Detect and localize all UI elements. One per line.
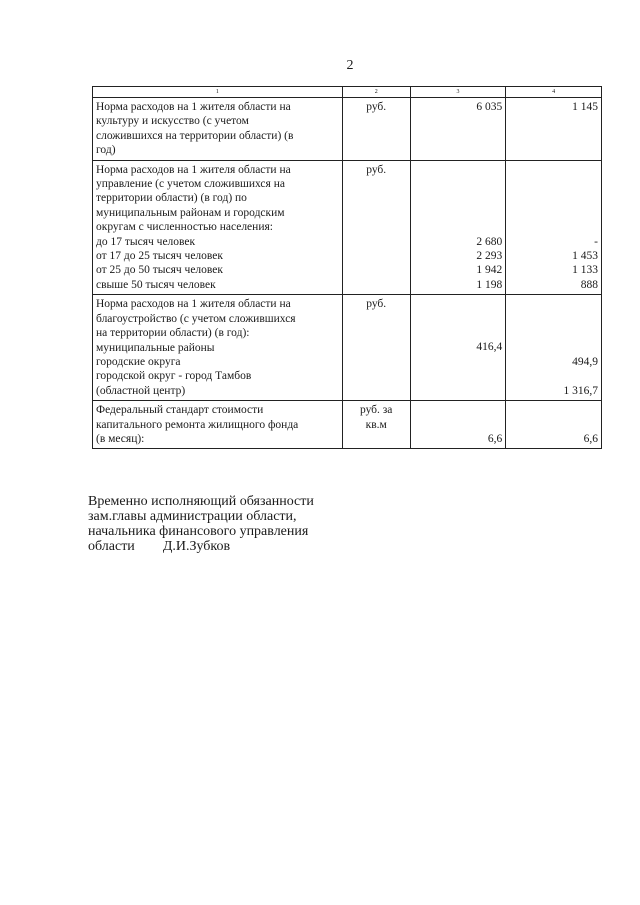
cell-line: капитального ремонта жилищного фонда (96, 418, 299, 431)
cell-line (509, 403, 598, 417)
cell-line: Норма расходов на 1 жителя области на (96, 163, 291, 176)
cell-line (414, 163, 503, 177)
cell-line: городской округ - город Тамбов (96, 370, 252, 383)
cell-line: руб. (366, 298, 387, 311)
column-number-3: 3 (410, 87, 506, 98)
cell-line (509, 163, 598, 177)
row-label-cell (93, 98, 343, 161)
cell-line (414, 369, 503, 383)
cell-line: культуру и искусство (с учетом (96, 115, 249, 128)
row-label-cell (93, 401, 343, 449)
cell-line (414, 220, 503, 234)
column-number-2: 2 (342, 87, 410, 98)
cell-line: управление (с учетом сложившихся на (96, 178, 285, 191)
table-header-row (93, 87, 602, 98)
cell-line: территории области) (в год) по (96, 192, 247, 205)
cell-line: городские округа (96, 355, 181, 368)
unit-cell (342, 160, 410, 295)
table-row (93, 401, 602, 449)
cell-line: 1 133 (572, 264, 598, 277)
value-col3-cell (410, 160, 506, 295)
cell-line (414, 355, 503, 369)
table-row (93, 160, 602, 295)
value-col4-cell (506, 401, 602, 449)
value-col4-cell (506, 295, 602, 401)
cell-line: от 17 до 25 тысяч человек (96, 250, 223, 263)
cell-line: до 17 тысяч человек (96, 235, 196, 248)
cell-line (414, 206, 503, 220)
cell-line: - (594, 235, 598, 248)
cell-line (414, 418, 503, 432)
cell-line (414, 312, 503, 326)
cell-line: 1 145 (572, 101, 598, 113)
cell-line (509, 177, 598, 191)
cell-line (414, 326, 503, 340)
signature-region-word: области (88, 539, 135, 554)
value-col3-cell (410, 401, 506, 449)
cell-line: 2 680 (476, 235, 503, 248)
table-row (93, 295, 602, 401)
cell-line: руб. за (359, 404, 393, 417)
cell-line: 6,6 (487, 432, 503, 445)
table-row (93, 98, 602, 161)
signatory-name: Д.И.Зубков (162, 539, 231, 554)
cell-line: на территории области) (в год): (96, 327, 250, 340)
cell-line: муниципальным районам и городским (96, 206, 285, 219)
cell-line (509, 326, 598, 340)
cell-line: (в месяц): (96, 432, 145, 445)
value-col4-cell (506, 160, 602, 295)
cell-line: 1 316,7 (563, 384, 598, 397)
signature-block (88, 494, 314, 554)
cell-line: 494,9 (572, 355, 598, 368)
value-col3-cell (410, 295, 506, 401)
cell-line (509, 220, 598, 234)
row-label-cell (93, 295, 343, 401)
cell-line: 1 942 (476, 264, 503, 277)
norms-table (92, 86, 602, 449)
unit-cell (342, 401, 410, 449)
cell-line (414, 297, 503, 311)
cell-line (509, 369, 598, 383)
cell-line: руб. (366, 101, 387, 113)
row-label-cell (93, 160, 343, 295)
cell-line: Федеральный стандарт стоимости (96, 404, 264, 417)
cell-line (414, 177, 503, 191)
cell-line: сложившихся на территории области) (в (96, 129, 294, 142)
cell-line: от 25 до 50 тысяч человек (96, 264, 223, 277)
cell-line: Норма расходов на 1 жителя области на (96, 101, 291, 113)
value-col3-cell (410, 98, 506, 161)
signature-line: Временно исполняющий обязанности (88, 494, 314, 509)
cell-line (509, 206, 598, 220)
cell-line: 2 293 (476, 249, 503, 262)
cell-line: 416,4 (476, 341, 503, 354)
cell-line: год) (96, 144, 116, 157)
cell-line (509, 312, 598, 326)
column-number-4: 4 (506, 87, 602, 98)
cell-line: 6 035 (476, 101, 503, 113)
page-number: 2 (346, 58, 354, 73)
cell-line (509, 191, 598, 205)
cell-line: муниципальные районы (96, 341, 215, 354)
cell-line (414, 384, 503, 398)
signature-last-line (88, 539, 314, 554)
cell-line (509, 297, 598, 311)
unit-cell (342, 295, 410, 401)
cell-line (414, 191, 503, 205)
norms-table-body (93, 98, 602, 449)
cell-line: 1 198 (476, 278, 503, 291)
unit-cell (342, 98, 410, 161)
cell-line: благоустройство (с учетом сложившихся (96, 312, 296, 325)
cell-line: руб. (366, 163, 387, 176)
cell-line: Норма расходов на 1 жителя области на (96, 298, 291, 311)
signature-line: начальника финансового управления (88, 524, 309, 539)
cell-line (509, 418, 598, 432)
cell-line: 6,6 (583, 432, 598, 445)
cell-line: (областной центр) (96, 384, 186, 397)
cell-line (509, 340, 598, 354)
cell-line (414, 403, 503, 417)
cell-line: 1 453 (572, 249, 598, 262)
value-col4-cell (506, 98, 602, 161)
cell-line: свыше 50 тысяч человек (96, 278, 216, 291)
cell-line: кв.м (365, 418, 387, 431)
signature-line: зам.главы администрации области, (88, 509, 297, 524)
column-number-1: 1 (93, 87, 343, 98)
cell-line: округам с численностью населения: (96, 221, 273, 234)
cell-line: 888 (580, 278, 598, 291)
